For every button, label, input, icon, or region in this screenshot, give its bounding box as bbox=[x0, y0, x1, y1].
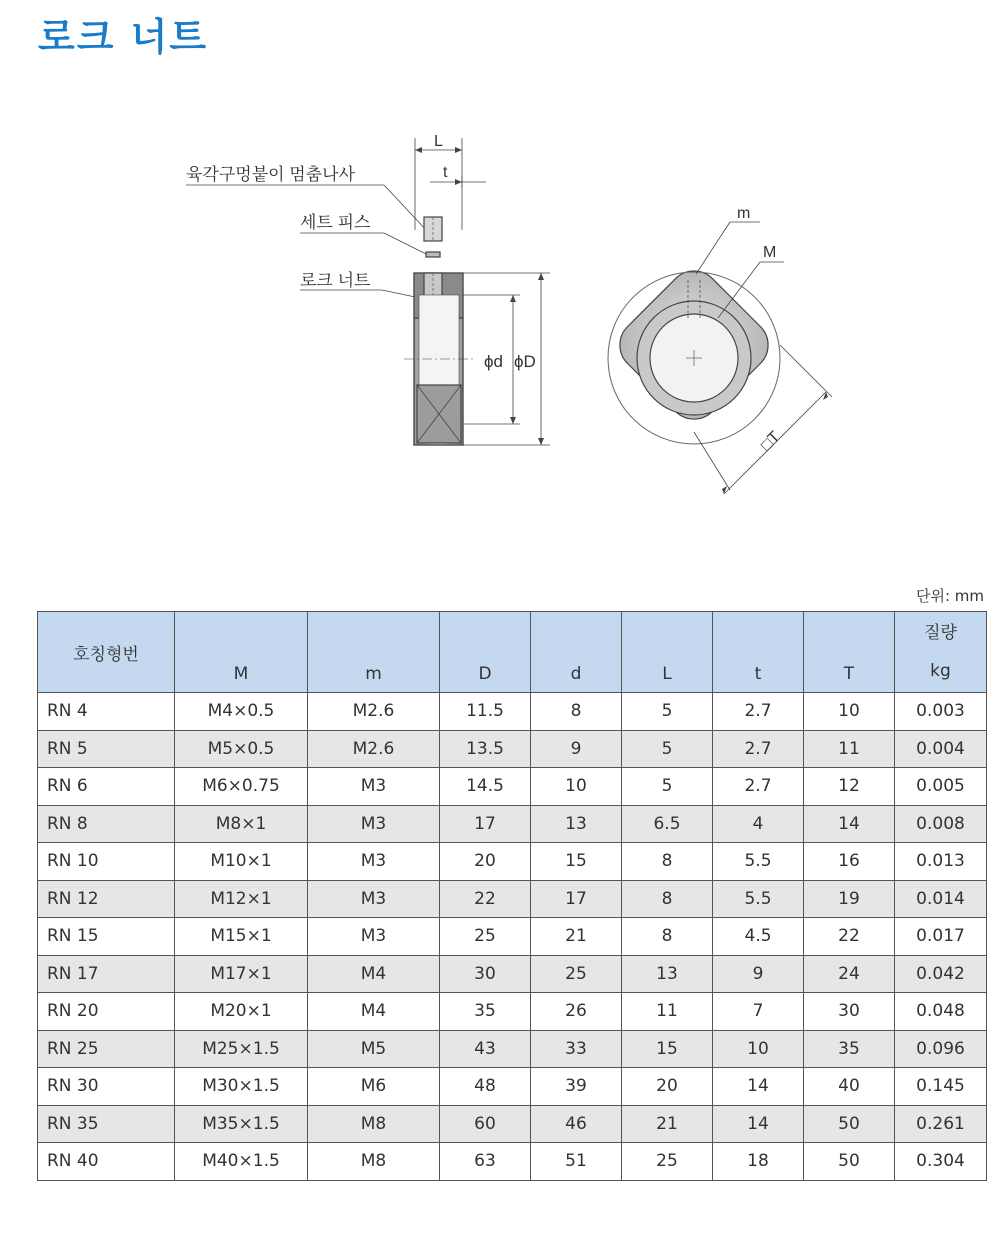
callout-set-piece: 세트 피스 bbox=[300, 213, 371, 232]
cell-t: 14 bbox=[713, 1105, 804, 1143]
cell-d: 33 bbox=[531, 1030, 622, 1068]
cell-d: 17 bbox=[531, 880, 622, 918]
cell-weight: 0.008 bbox=[895, 805, 987, 843]
cell-m: M4 bbox=[308, 993, 440, 1031]
cell-weight: 0.013 bbox=[895, 843, 987, 881]
cell-D: 17 bbox=[440, 805, 531, 843]
dim-label-phi-D: ϕD bbox=[514, 352, 536, 371]
cell-T: 24 bbox=[804, 955, 895, 993]
cell-code: RN 5 bbox=[38, 730, 175, 768]
cell-T: 35 bbox=[804, 1030, 895, 1068]
cell-M: M5×0.5 bbox=[175, 730, 308, 768]
cell-t: 5.5 bbox=[713, 843, 804, 881]
cell-weight: 0.096 bbox=[895, 1030, 987, 1068]
cell-M: M12×1 bbox=[175, 880, 308, 918]
cell-M: M17×1 bbox=[175, 955, 308, 993]
cell-weight: 0.005 bbox=[895, 768, 987, 806]
table-row bbox=[38, 693, 987, 731]
table-row bbox=[38, 805, 987, 843]
cell-d: 51 bbox=[531, 1143, 622, 1181]
header-t: t bbox=[713, 612, 804, 693]
table-row bbox=[38, 1105, 987, 1143]
cell-t: 4 bbox=[713, 805, 804, 843]
cell-T: 14 bbox=[804, 805, 895, 843]
table-row bbox=[38, 730, 987, 768]
table-row bbox=[38, 955, 987, 993]
cell-M: M4×0.5 bbox=[175, 693, 308, 731]
cell-d: 9 bbox=[531, 730, 622, 768]
cell-L: 8 bbox=[622, 918, 713, 956]
cell-code: RN 40 bbox=[38, 1143, 175, 1181]
cell-d: 46 bbox=[531, 1105, 622, 1143]
cell-weight: 0.048 bbox=[895, 993, 987, 1031]
cell-weight: 0.261 bbox=[895, 1105, 987, 1143]
table-header-row bbox=[38, 612, 987, 693]
cell-D: 22 bbox=[440, 880, 531, 918]
cell-t: 7 bbox=[713, 993, 804, 1031]
cell-code: RN 6 bbox=[38, 768, 175, 806]
cell-d: 13 bbox=[531, 805, 622, 843]
cell-M: M30×1.5 bbox=[175, 1068, 308, 1106]
cell-T: 40 bbox=[804, 1068, 895, 1106]
cell-L: 6.5 bbox=[622, 805, 713, 843]
table-row bbox=[38, 1030, 987, 1068]
cell-L: 13 bbox=[622, 955, 713, 993]
dim-label-T: □T bbox=[757, 428, 784, 455]
cell-L: 11 bbox=[622, 993, 713, 1031]
header-D: D bbox=[440, 612, 531, 693]
cell-t: 2.7 bbox=[713, 730, 804, 768]
cell-t: 10 bbox=[713, 1030, 804, 1068]
cell-L: 15 bbox=[622, 1030, 713, 1068]
cell-d: 10 bbox=[531, 768, 622, 806]
cell-code: RN 20 bbox=[38, 993, 175, 1031]
spec-table bbox=[37, 611, 987, 1181]
cell-D: 43 bbox=[440, 1030, 531, 1068]
cell-m: M3 bbox=[308, 843, 440, 881]
table-row bbox=[38, 768, 987, 806]
cell-M: M35×1.5 bbox=[175, 1105, 308, 1143]
cell-m: M8 bbox=[308, 1105, 440, 1143]
cell-t: 4.5 bbox=[713, 918, 804, 956]
cell-T: 19 bbox=[804, 880, 895, 918]
cell-m: M5 bbox=[308, 1030, 440, 1068]
cell-code: RN 30 bbox=[38, 1068, 175, 1106]
table-row bbox=[38, 993, 987, 1031]
cell-T: 16 bbox=[804, 843, 895, 881]
cell-L: 5 bbox=[622, 768, 713, 806]
dim-label-t: t bbox=[443, 164, 448, 181]
cell-D: 35 bbox=[440, 993, 531, 1031]
cell-T: 50 bbox=[804, 1105, 895, 1143]
cell-m: M2.6 bbox=[308, 730, 440, 768]
cell-code: RN 10 bbox=[38, 843, 175, 881]
table-row bbox=[38, 1143, 987, 1181]
cell-m: M3 bbox=[308, 918, 440, 956]
header-L: L bbox=[622, 612, 713, 693]
cell-D: 60 bbox=[440, 1105, 531, 1143]
front-view bbox=[608, 222, 832, 494]
cell-L: 5 bbox=[622, 730, 713, 768]
cell-m: M6 bbox=[308, 1068, 440, 1106]
dim-label-phi-d: ϕd bbox=[484, 352, 503, 371]
table-row bbox=[38, 918, 987, 956]
cell-code: RN 17 bbox=[38, 955, 175, 993]
cell-m: M2.6 bbox=[308, 693, 440, 731]
header-weight-unit: kg bbox=[930, 661, 951, 681]
cell-m: M3 bbox=[308, 880, 440, 918]
side-view bbox=[186, 138, 550, 445]
cell-code: RN 4 bbox=[38, 693, 175, 731]
cell-weight: 0.004 bbox=[895, 730, 987, 768]
cell-code: RN 8 bbox=[38, 805, 175, 843]
cell-M: M20×1 bbox=[175, 993, 308, 1031]
cell-D: 13.5 bbox=[440, 730, 531, 768]
header-weight-label: 질량 bbox=[924, 623, 957, 643]
cell-T: 22 bbox=[804, 918, 895, 956]
header-code: 호칭형번 bbox=[38, 612, 175, 693]
cell-D: 48 bbox=[440, 1068, 531, 1106]
table-row bbox=[38, 1068, 987, 1106]
cell-code: RN 12 bbox=[38, 880, 175, 918]
unit-label: 단위: mm bbox=[915, 587, 984, 605]
page-title: 로크 너트 bbox=[38, 15, 209, 59]
cell-t: 2.7 bbox=[713, 768, 804, 806]
callout-set-screw: 육각구멍붙이 멈춤나사 bbox=[186, 165, 355, 184]
cell-M: M25×1.5 bbox=[175, 1030, 308, 1068]
cell-D: 25 bbox=[440, 918, 531, 956]
cell-m: M4 bbox=[308, 955, 440, 993]
cell-code: RN 35 bbox=[38, 1105, 175, 1143]
cell-L: 21 bbox=[622, 1105, 713, 1143]
cell-L: 20 bbox=[622, 1068, 713, 1106]
cell-m: M3 bbox=[308, 805, 440, 843]
cell-code: RN 15 bbox=[38, 918, 175, 956]
table-row bbox=[38, 880, 987, 918]
cell-m: M3 bbox=[308, 768, 440, 806]
header-T: T bbox=[804, 612, 895, 693]
cell-T: 10 bbox=[804, 693, 895, 731]
cell-M: M40×1.5 bbox=[175, 1143, 308, 1181]
cell-d: 26 bbox=[531, 993, 622, 1031]
cell-weight: 0.003 bbox=[895, 693, 987, 731]
header-weight bbox=[895, 612, 987, 693]
cell-d: 39 bbox=[531, 1068, 622, 1106]
cell-D: 30 bbox=[440, 955, 531, 993]
cell-D: 11.5 bbox=[440, 693, 531, 731]
cell-t: 14 bbox=[713, 1068, 804, 1106]
cell-d: 25 bbox=[531, 955, 622, 993]
cell-weight: 0.304 bbox=[895, 1143, 987, 1181]
table-body bbox=[38, 693, 987, 1181]
cell-t: 9 bbox=[713, 955, 804, 993]
cell-t: 2.7 bbox=[713, 693, 804, 731]
table-row bbox=[38, 843, 987, 881]
cell-D: 63 bbox=[440, 1143, 531, 1181]
cell-T: 30 bbox=[804, 993, 895, 1031]
header-m: m bbox=[308, 612, 440, 693]
cell-code: RN 25 bbox=[38, 1030, 175, 1068]
header-d: d bbox=[531, 612, 622, 693]
cell-T: 50 bbox=[804, 1143, 895, 1181]
cell-d: 21 bbox=[531, 918, 622, 956]
dim-label-L: L bbox=[434, 133, 443, 150]
cell-T: 12 bbox=[804, 768, 895, 806]
cell-M: M8×1 bbox=[175, 805, 308, 843]
cell-t: 18 bbox=[713, 1143, 804, 1181]
cell-M: M15×1 bbox=[175, 918, 308, 956]
header-M: M bbox=[175, 612, 308, 693]
dim-label-m: m bbox=[737, 205, 751, 222]
cell-weight: 0.145 bbox=[895, 1068, 987, 1106]
lock-nut-drawing bbox=[0, 100, 1000, 520]
cell-M: M10×1 bbox=[175, 843, 308, 881]
cell-L: 5 bbox=[622, 693, 713, 731]
cell-weight: 0.042 bbox=[895, 955, 987, 993]
cell-t: 5.5 bbox=[713, 880, 804, 918]
cell-D: 20 bbox=[440, 843, 531, 881]
cell-d: 15 bbox=[531, 843, 622, 881]
cell-D: 14.5 bbox=[440, 768, 531, 806]
cell-L: 8 bbox=[622, 843, 713, 881]
cell-m: M8 bbox=[308, 1143, 440, 1181]
cell-weight: 0.017 bbox=[895, 918, 987, 956]
callout-lock-nut: 로크 너트 bbox=[300, 271, 371, 290]
cell-L: 25 bbox=[622, 1143, 713, 1181]
cell-L: 8 bbox=[622, 880, 713, 918]
cell-weight: 0.014 bbox=[895, 880, 987, 918]
dim-label-M: M bbox=[763, 244, 777, 261]
cell-d: 8 bbox=[531, 693, 622, 731]
cell-T: 11 bbox=[804, 730, 895, 768]
cell-M: M6×0.75 bbox=[175, 768, 308, 806]
